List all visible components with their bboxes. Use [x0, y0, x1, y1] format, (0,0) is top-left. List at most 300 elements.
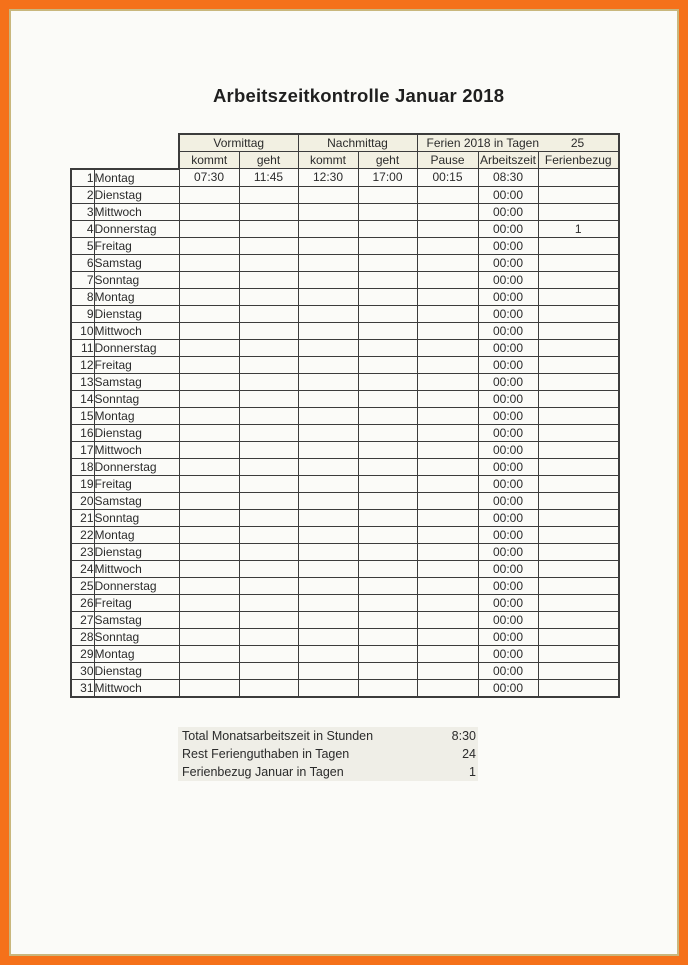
nachmittag-geht-cell — [358, 390, 417, 407]
vormittag-kommt-cell — [179, 373, 239, 390]
day-name: Sonntag — [94, 628, 179, 645]
table-row — [71, 594, 619, 611]
col-header-vormittag-kommt: kommt — [179, 152, 239, 169]
pause-cell — [417, 543, 478, 560]
nachmittag-geht-cell — [358, 339, 417, 356]
group-header-vormittag: Vormittag — [179, 134, 298, 152]
vormittag-geht-cell — [239, 271, 298, 288]
pause-cell — [417, 560, 478, 577]
arbeitszeit-cell: 00:00 — [478, 356, 538, 373]
nachmittag-kommt-cell — [298, 203, 358, 220]
vormittag-geht-cell — [239, 305, 298, 322]
nachmittag-kommt-cell — [298, 237, 358, 254]
vormittag-kommt-cell — [179, 577, 239, 594]
pause-cell: 00:15 — [417, 169, 478, 187]
nachmittag-kommt-cell — [298, 271, 358, 288]
nachmittag-geht-cell — [358, 560, 417, 577]
pause-cell — [417, 220, 478, 237]
ferienbezug-cell: 1 — [538, 220, 619, 237]
nachmittag-kommt-cell — [298, 424, 358, 441]
table-row — [71, 424, 619, 441]
nachmittag-kommt-cell — [298, 526, 358, 543]
nachmittag-kommt-cell — [298, 305, 358, 322]
arbeitszeit-cell: 00:00 — [478, 611, 538, 628]
nachmittag-geht-cell — [358, 254, 417, 271]
vormittag-kommt-cell — [179, 305, 239, 322]
vormittag-geht-cell — [239, 679, 298, 697]
nachmittag-kommt-cell — [298, 254, 358, 271]
pause-cell — [417, 526, 478, 543]
arbeitszeit-cell: 00:00 — [478, 594, 538, 611]
vormittag-kommt-cell — [179, 594, 239, 611]
ferienbezug-cell — [538, 458, 619, 475]
vormittag-geht-cell — [239, 611, 298, 628]
vormittag-geht-cell: 11:45 — [239, 169, 298, 187]
vormittag-geht-cell — [239, 424, 298, 441]
nachmittag-geht-cell — [358, 322, 417, 339]
arbeitszeit-cell: 00:00 — [478, 424, 538, 441]
nachmittag-geht-cell — [358, 441, 417, 458]
arbeitszeit-cell: 00:00 — [478, 339, 538, 356]
arbeitszeit-cell: 00:00 — [478, 305, 538, 322]
nachmittag-kommt-cell — [298, 475, 358, 492]
nachmittag-kommt-cell — [298, 645, 358, 662]
vormittag-geht-cell — [239, 577, 298, 594]
table-row — [71, 526, 619, 543]
day-name: Dienstag — [94, 305, 179, 322]
nachmittag-geht-cell: 17:00 — [358, 169, 417, 187]
ferienbezug-cell — [538, 339, 619, 356]
table-row — [71, 662, 619, 679]
table-row — [71, 288, 619, 305]
vormittag-kommt-cell — [179, 526, 239, 543]
ferienbezug-cell — [538, 305, 619, 322]
day-name: Freitag — [94, 594, 179, 611]
day-name: Montag — [94, 645, 179, 662]
row-number: 26 — [71, 594, 94, 611]
ferienbezug-cell — [538, 560, 619, 577]
nachmittag-kommt-cell — [298, 322, 358, 339]
day-name: Donnerstag — [94, 339, 179, 356]
vormittag-kommt-cell — [179, 560, 239, 577]
vormittag-kommt-cell: 07:30 — [179, 169, 239, 187]
pause-cell — [417, 577, 478, 594]
pause-cell — [417, 356, 478, 373]
row-number: 18 — [71, 458, 94, 475]
row-number: 16 — [71, 424, 94, 441]
arbeitszeit-cell: 00:00 — [478, 458, 538, 475]
row-number: 22 — [71, 526, 94, 543]
day-name: Donnerstag — [94, 220, 179, 237]
pause-cell — [417, 441, 478, 458]
vormittag-geht-cell — [239, 526, 298, 543]
blank-corner — [71, 134, 179, 152]
table-row — [71, 254, 619, 271]
arbeitszeit-cell: 00:00 — [478, 407, 538, 424]
summary-rest-label: Rest Ferienguthaben in Tagen — [182, 747, 350, 761]
nachmittag-geht-cell — [358, 679, 417, 697]
row-number: 11 — [71, 339, 94, 356]
vormittag-geht-cell — [239, 390, 298, 407]
vormittag-geht-cell — [239, 645, 298, 662]
vormittag-geht-cell — [239, 322, 298, 339]
day-name: Mittwoch — [94, 560, 179, 577]
nachmittag-geht-cell — [358, 458, 417, 475]
table-row — [71, 305, 619, 322]
ferienbezug-cell — [538, 577, 619, 594]
nachmittag-kommt-cell — [298, 186, 358, 203]
arbeitszeit-cell: 00:00 — [478, 577, 538, 594]
arbeitszeit-cell: 00:00 — [478, 186, 538, 203]
col-header-arbeitszeit: Arbeitszeit — [479, 153, 537, 167]
nachmittag-kommt-cell — [298, 441, 358, 458]
vormittag-geht-cell — [239, 662, 298, 679]
ferienbezug-cell — [538, 543, 619, 560]
vormittag-geht-cell — [239, 628, 298, 645]
ferienbezug-cell — [538, 254, 619, 271]
row-number: 6 — [71, 254, 94, 271]
arbeitszeit-cell: 00:00 — [478, 475, 538, 492]
table-row — [71, 322, 619, 339]
arbeitszeit-cell: 08:30 — [478, 169, 538, 187]
vormittag-geht-cell — [239, 373, 298, 390]
vormittag-kommt-cell — [179, 509, 239, 526]
nachmittag-kommt-cell — [298, 628, 358, 645]
nachmittag-kommt-cell — [298, 560, 358, 577]
day-name: Mittwoch — [94, 679, 179, 697]
day-name: Montag — [94, 169, 179, 187]
vormittag-kommt-cell — [179, 356, 239, 373]
nachmittag-kommt-cell — [298, 390, 358, 407]
row-number: 5 — [71, 237, 94, 254]
row-number: 2 — [71, 186, 94, 203]
summary-ferienbezug-row — [178, 763, 478, 781]
nachmittag-kommt-cell — [298, 492, 358, 509]
column-header-row — [71, 152, 619, 169]
summary-ferienbezug-value: 1 — [469, 765, 476, 779]
day-name: Samstag — [94, 611, 179, 628]
table-row — [71, 492, 619, 509]
vormittag-kommt-cell — [179, 458, 239, 475]
nachmittag-geht-cell — [358, 237, 417, 254]
table-row — [71, 407, 619, 424]
vormittag-geht-cell — [239, 509, 298, 526]
day-name: Dienstag — [94, 543, 179, 560]
pause-cell — [417, 186, 478, 203]
row-number: 3 — [71, 203, 94, 220]
ferienbezug-cell — [538, 322, 619, 339]
table-row — [71, 356, 619, 373]
table-row — [71, 458, 619, 475]
table-row — [71, 441, 619, 458]
table-row — [71, 560, 619, 577]
ferienbezug-cell — [538, 679, 619, 697]
arbeitszeit-cell: 00:00 — [478, 237, 538, 254]
day-name: Montag — [94, 407, 179, 424]
day-name: Samstag — [94, 492, 179, 509]
row-number: 19 — [71, 475, 94, 492]
row-number: 29 — [71, 645, 94, 662]
vormittag-kommt-cell — [179, 288, 239, 305]
row-number: 9 — [71, 305, 94, 322]
table-row — [71, 390, 619, 407]
row-number: 13 — [71, 373, 94, 390]
vormittag-geht-cell — [239, 560, 298, 577]
vormittag-geht-cell — [239, 492, 298, 509]
row-number: 30 — [71, 662, 94, 679]
vormittag-geht-cell — [239, 339, 298, 356]
vormittag-kommt-cell — [179, 390, 239, 407]
pause-cell — [417, 475, 478, 492]
pause-cell — [417, 611, 478, 628]
arbeitszeit-cell: 00:00 — [478, 322, 538, 339]
arbeitszeit-cell: 00:00 — [478, 254, 538, 271]
ferienbezug-cell — [538, 662, 619, 679]
pause-cell — [417, 288, 478, 305]
table-row — [71, 645, 619, 662]
arbeitszeit-cell: 00:00 — [478, 645, 538, 662]
nachmittag-geht-cell — [358, 662, 417, 679]
vormittag-kommt-cell — [179, 254, 239, 271]
pause-cell — [417, 305, 478, 322]
vormittag-kommt-cell — [179, 475, 239, 492]
page-title: Arbeitszeitkontrolle Januar 2018 — [213, 85, 505, 106]
day-name: Donnerstag — [94, 577, 179, 594]
table-row — [71, 543, 619, 560]
arbeitszeit-cell: 00:00 — [478, 492, 538, 509]
nachmittag-geht-cell — [358, 594, 417, 611]
row-number: 28 — [71, 628, 94, 645]
table-row — [71, 169, 619, 187]
vormittag-kommt-cell — [179, 203, 239, 220]
ferienbezug-cell — [538, 186, 619, 203]
vormittag-kommt-cell — [179, 424, 239, 441]
day-name: Sonntag — [94, 271, 179, 288]
nachmittag-kommt-cell — [298, 373, 358, 390]
col-header-pause: Pause — [417, 152, 478, 169]
arbeitszeit-cell: 00:00 — [478, 288, 538, 305]
vormittag-kommt-cell — [179, 271, 239, 288]
nachmittag-kommt-cell — [298, 458, 358, 475]
arbeitszeit-cell: 00:00 — [478, 220, 538, 237]
pause-cell — [417, 662, 478, 679]
nachmittag-kommt-cell — [298, 543, 358, 560]
nachmittag-kommt-cell — [298, 662, 358, 679]
nachmittag-kommt-cell — [298, 339, 358, 356]
arbeitszeit-cell: 00:00 — [478, 560, 538, 577]
ferienbezug-cell — [538, 169, 619, 187]
day-name: Dienstag — [94, 662, 179, 679]
ferienbezug-cell — [538, 526, 619, 543]
row-number: 31 — [71, 679, 94, 697]
table-row — [71, 679, 619, 697]
day-name: Mittwoch — [94, 441, 179, 458]
nachmittag-kommt-cell — [298, 356, 358, 373]
pause-cell — [417, 203, 478, 220]
arbeitszeit-cell: 00:00 — [478, 543, 538, 560]
nachmittag-geht-cell — [358, 373, 417, 390]
row-number: 7 — [71, 271, 94, 288]
vormittag-geht-cell — [239, 356, 298, 373]
day-name: Freitag — [94, 237, 179, 254]
vormittag-kommt-cell — [179, 492, 239, 509]
table-row — [71, 237, 619, 254]
col-header-nachmittag-kommt: kommt — [298, 152, 358, 169]
pause-cell — [417, 271, 478, 288]
table-row — [71, 577, 619, 594]
ferienbezug-cell — [538, 424, 619, 441]
row-number: 23 — [71, 543, 94, 560]
ferienbezug-cell — [538, 441, 619, 458]
ferien-days-value: 25 — [570, 136, 585, 150]
nachmittag-kommt-cell — [298, 577, 358, 594]
summary-total-value: 8:30 — [451, 729, 476, 743]
nachmittag-geht-cell — [358, 220, 417, 237]
arbeitszeit-cell: 00:00 — [478, 203, 538, 220]
nachmittag-geht-cell — [358, 407, 417, 424]
vormittag-geht-cell — [239, 237, 298, 254]
table-row — [71, 628, 619, 645]
faint-watermark — [85, 919, 89, 930]
row-number: 10 — [71, 322, 94, 339]
nachmittag-geht-cell — [358, 475, 417, 492]
ferienbezug-cell — [538, 356, 619, 373]
nachmittag-geht-cell — [358, 356, 417, 373]
group-header-ferien — [417, 134, 619, 152]
vormittag-geht-cell — [239, 220, 298, 237]
arbeitszeit-cell: 00:00 — [478, 628, 538, 645]
pause-cell — [417, 339, 478, 356]
vormittag-kommt-cell — [179, 441, 239, 458]
ferienbezug-cell — [538, 594, 619, 611]
vormittag-geht-cell — [239, 203, 298, 220]
row-number: 15 — [71, 407, 94, 424]
summary-rest-row — [178, 745, 478, 763]
pause-cell — [417, 645, 478, 662]
group-header-nachmittag: Nachmittag — [298, 134, 417, 152]
day-name: Sonntag — [94, 390, 179, 407]
vormittag-kommt-cell — [179, 662, 239, 679]
pause-cell — [417, 373, 478, 390]
arbeitszeit-cell: 00:00 — [478, 509, 538, 526]
day-name: Mittwoch — [94, 203, 179, 220]
vormittag-geht-cell — [239, 458, 298, 475]
col-header-ferienbezug: Ferienbezug — [538, 152, 619, 169]
day-name: Mittwoch — [94, 322, 179, 339]
table-row — [71, 373, 619, 390]
ferien-label: Ferien 2018 in Tagen — [426, 136, 540, 150]
arbeitszeit-cell: 00:00 — [478, 441, 538, 458]
vormittag-kommt-cell — [179, 339, 239, 356]
vormittag-geht-cell — [239, 407, 298, 424]
nachmittag-kommt-cell — [298, 679, 358, 697]
day-name: Donnerstag — [94, 458, 179, 475]
vormittag-kommt-cell — [179, 220, 239, 237]
row-number: 27 — [71, 611, 94, 628]
row-number: 24 — [71, 560, 94, 577]
nachmittag-kommt-cell — [298, 220, 358, 237]
nachmittag-geht-cell — [358, 492, 417, 509]
nachmittag-geht-cell — [358, 543, 417, 560]
vormittag-kommt-cell — [179, 186, 239, 203]
nachmittag-geht-cell — [358, 509, 417, 526]
ferienbezug-cell — [538, 203, 619, 220]
arbeitszeit-cell: 00:00 — [478, 679, 538, 697]
nachmittag-kommt-cell: 12:30 — [298, 169, 358, 187]
summary-total-label: Total Monatsarbeitszeit in Stunden — [182, 729, 374, 743]
vormittag-kommt-cell — [179, 237, 239, 254]
vormittag-geht-cell — [239, 186, 298, 203]
nachmittag-kommt-cell — [298, 594, 358, 611]
row-number: 1 — [71, 169, 94, 187]
nachmittag-kommt-cell — [298, 407, 358, 424]
document-page — [9, 9, 679, 956]
vormittag-kommt-cell — [179, 543, 239, 560]
pause-cell — [417, 594, 478, 611]
summary-rest-value: 24 — [462, 747, 476, 761]
nachmittag-kommt-cell — [298, 288, 358, 305]
nachmittag-geht-cell — [358, 288, 417, 305]
ferienbezug-cell — [538, 611, 619, 628]
pause-cell — [417, 424, 478, 441]
day-name: Montag — [94, 526, 179, 543]
nachmittag-geht-cell — [358, 186, 417, 203]
ferienbezug-cell — [538, 237, 619, 254]
ferienbezug-cell — [538, 373, 619, 390]
arbeitszeit-cell: 00:00 — [478, 373, 538, 390]
ferienbezug-cell — [538, 628, 619, 645]
ferienbezug-cell — [538, 645, 619, 662]
nachmittag-geht-cell — [358, 424, 417, 441]
summary-ferienbezug-label: Ferienbezug Januar in Tagen — [182, 765, 344, 779]
nachmittag-geht-cell — [358, 611, 417, 628]
table-row — [71, 203, 619, 220]
table-row — [71, 186, 619, 203]
day-name: Freitag — [94, 356, 179, 373]
col-header-nachmittag-geht: geht — [358, 152, 417, 169]
nachmittag-kommt-cell — [298, 611, 358, 628]
timesheet-table — [70, 133, 620, 698]
nachmittag-kommt-cell — [298, 509, 358, 526]
pause-cell — [417, 628, 478, 645]
pause-cell — [417, 390, 478, 407]
row-number: 4 — [71, 220, 94, 237]
pause-cell — [417, 509, 478, 526]
nachmittag-geht-cell — [358, 271, 417, 288]
pause-cell — [417, 492, 478, 509]
pause-cell — [417, 254, 478, 271]
vormittag-geht-cell — [239, 475, 298, 492]
ferienbezug-cell — [538, 407, 619, 424]
pause-cell — [417, 458, 478, 475]
nachmittag-geht-cell — [358, 526, 417, 543]
vormittag-geht-cell — [239, 543, 298, 560]
vormittag-geht-cell — [239, 594, 298, 611]
nachmittag-geht-cell — [358, 645, 417, 662]
row-number: 25 — [71, 577, 94, 594]
vormittag-kommt-cell — [179, 628, 239, 645]
row-number: 21 — [71, 509, 94, 526]
table-row — [71, 611, 619, 628]
row-number: 14 — [71, 390, 94, 407]
row-number: 17 — [71, 441, 94, 458]
vormittag-geht-cell — [239, 254, 298, 271]
table-row — [71, 475, 619, 492]
group-header-row — [71, 134, 619, 152]
vormittag-kommt-cell — [179, 679, 239, 697]
row-number: 20 — [71, 492, 94, 509]
ferienbezug-cell — [538, 390, 619, 407]
